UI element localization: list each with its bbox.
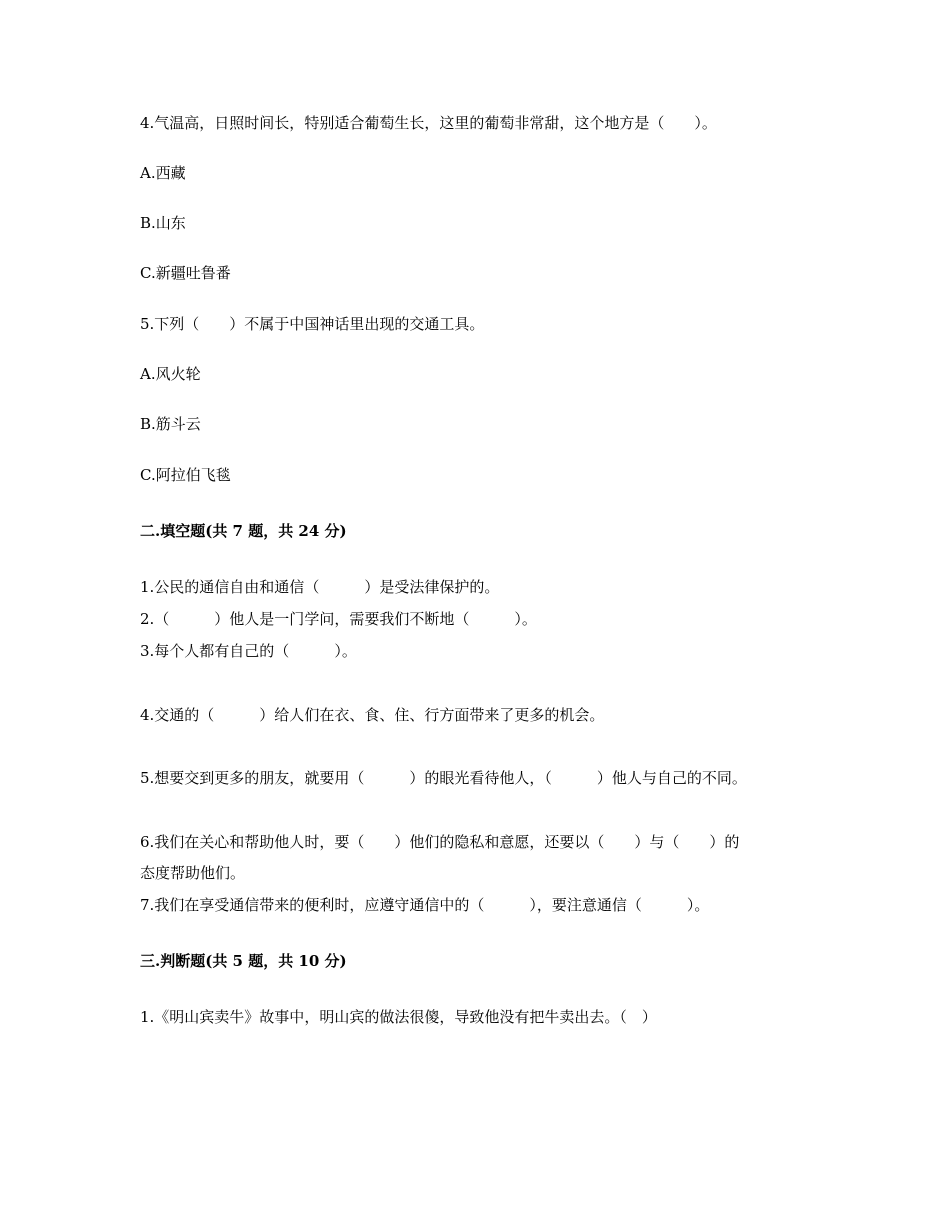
fill-blank-4: 4.交通的（ ）给人们在衣、食、住、行方面带来了更多的机会。 [140,706,605,724]
question-5-option-b: B.筋斗云 [140,415,201,433]
fill-blank-5: 5.想要交到更多的朋友，就要用（ ）的眼光看待他人，（ ）他人与自己的不同。 [140,769,747,787]
fill-blank-7: 7.我们在享受通信带来的便利时，应遵守通信中的（ ），要注意通信（ ）。 [140,896,710,914]
true-false-1: 1.《明山宾卖牛》故事中，明山宾的做法很傻，导致他没有把牛卖出去。（ ） [140,1008,657,1026]
fill-blank-2: 2.（ ）他人是一门学问，需要我们不断地（ ）。 [140,610,537,628]
section-3-title: 三.判断题(共 5 题，共 10 分) [140,952,347,970]
fill-blank-6-continued: 态度帮助他们。 [140,864,246,882]
question-4-option-c: C.新疆吐鲁番 [140,264,231,282]
question-5-option-c: C.阿拉伯飞毯 [140,466,231,484]
question-4: 4.气温高，日照时间长，特别适合葡萄生长，这里的葡萄非常甜，这个地方是（ ）。 [140,114,717,132]
question-5: 5.下列（ ）不属于中国神话里出现的交通工具。 [140,315,485,333]
question-4-option-b: B.山东 [140,214,186,232]
fill-blank-3: 3.每个人都有自己的（ ）。 [140,642,357,660]
question-5-option-a: A.风火轮 [140,365,201,383]
fill-blank-1: 1.公民的通信自由和通信（ ）是受法律保护的。 [140,578,500,596]
fill-blank-6: 6.我们在关心和帮助他人时，要（ ）他们的隐私和意愿，还要以（ ）与（ ）的 [140,833,740,851]
section-2-title: 二.填空题(共 7 题，共 24 分) [140,522,347,540]
question-4-option-a: A.西藏 [140,164,186,182]
